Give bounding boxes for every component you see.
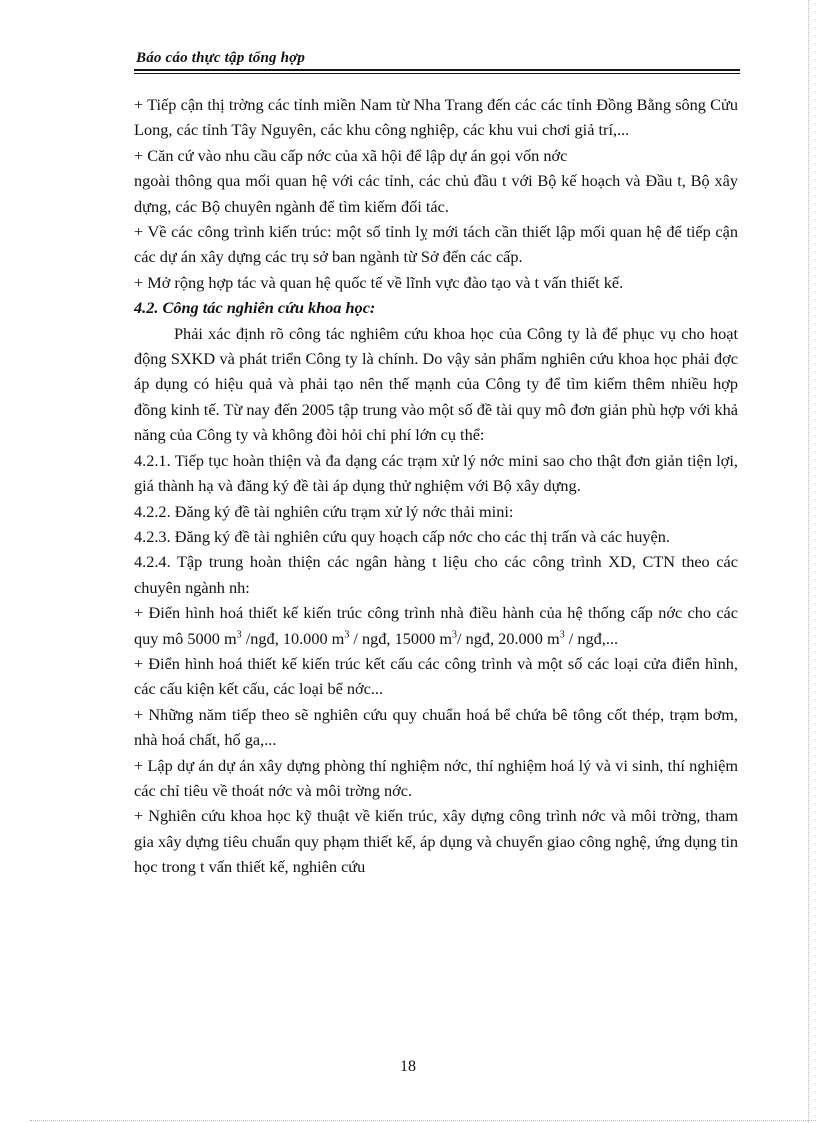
- numbered-item: 4.2.2. Đăng ký đề tài nghiên cứu trạm xử lý nớc thải mini:: [134, 501, 514, 521]
- bullet-item: + Điển hình hoá thiết kế kiến trúc kết cấu các công trình và một số các loại cửa điển hình, các cấu kiện kết cấu, các loại bể nớc...: [134, 653, 738, 699]
- header-rule-thick: [134, 69, 740, 71]
- superscript: 3: [344, 629, 350, 641]
- paragraph: ngoài thông qua mối quan hệ với các tỉnh, các chủ đầu t với Bộ kế hoạch và Đầu t, Bộ xây dựng, các Bộ chuyên ngành để tìm kiếm đối tác.: [134, 171, 738, 216]
- superscript: 3: [236, 629, 242, 641]
- bullet-item: [134, 600, 738, 651]
- numbered-item: 4.2.1. Tiếp tục hoàn thiện và đa dạng các trạm xử lý nớc mini sao cho thật đơn giản tiện lợi, giá thành hạ và đăng ký đề tài áp dụng thử nghiệm với Bộ xây dựng.: [134, 450, 738, 496]
- paragraph: + Mở rộng hợp tác và quan hệ quốc tế về lĩnh vực đào tạo và t vấn thiết kế.: [134, 272, 624, 292]
- text-run: /ngđ, 10.000 m: [241, 628, 345, 648]
- paragraph: Phải xác định rõ công tác nghiêm cứu khoa học của Công ty là để phục vụ cho hoạt động SXKD và phát triển Công ty là chính. Do vậy sản phẩm nghiên cứu khoa học phải đợc áp dụng có hiệu quả và phải tạo nên thế mạnh của Công ty để tìm kiếm thêm nhiều hợp đồng kinh tế. Từ nay đến 2005 tập trung vào một số đề tài quy mô đơn giản phù hợp với khả năng của Công ty và không đòi hỏi chi phí lớn cụ thể:: [134, 323, 738, 445]
- text-run: / ngđ,...: [564, 628, 619, 648]
- page-edge-dots: [808, 0, 809, 1123]
- numbered-item: 4.2.4. Tập trung hoàn thiện các ngân hàng t liệu cho các công trình XD, CTN theo các chuyên ngành nh:: [134, 552, 738, 597]
- bullet-item: + Nghiên cứu khoa học kỹ thuật về kiến trúc, xây dựng công trình nớc và môi trờng, tham gia xây dựng tiêu chuẩn quy phạm thiết kế, áp dụng và chuyển giao công nghệ, ứng dụng tin học trong t vấn thiết kế, nghiên cứu: [134, 806, 738, 877]
- running-header: Báo cáo thực tập tổng hợp: [136, 50, 306, 66]
- text-run: / ngđ, 20.000 m: [457, 628, 560, 648]
- superscript: 3: [452, 629, 458, 641]
- section-heading: 4.2. Công tác nghiên cứu khoa học:: [134, 298, 376, 318]
- bullet-item: + Lập dự án dự án xây dựng phòng thí nghiệm nớc, thí nghiệm hoá lý và vi sinh, thí nghiệm các chỉ tiêu về thoát nớc và môi trờng nớc.: [134, 755, 738, 800]
- paragraph: + Tiếp cận thị trờng các tỉnh miền Nam từ Nha Trang đến các các tỉnh Đồng Bằng sông Cửu Long, các tỉnh Tây Nguyên, các khu công nghiệp, các khu vui chơi giả trí,...: [134, 95, 738, 140]
- page-bottom-dots: [30, 1120, 816, 1121]
- superscript: 3: [559, 629, 565, 641]
- paragraph: + Căn cứ vào nhu cầu cấp nớc của xã hội để lập dự án gọi vốn nớc: [134, 145, 568, 165]
- header-rule-thin: [134, 73, 740, 74]
- page-number: 18: [400, 1058, 416, 1075]
- text-run: + Điển hình hoá thiết kế kiến trúc công trình nhà điều hành của hệ thống cấp nớc cho các quy mô 5000 m: [134, 603, 738, 648]
- text-run: / ngđ, 15000 m: [349, 628, 453, 648]
- numbered-item: 4.2.3. Đăng ký đề tài nghiên cứu quy hoạch cấp nớc cho các thị trấn và các huyện.: [134, 526, 670, 546]
- bullet-item: + Những năm tiếp theo sẽ nghiên cứu quy chuẩn hoá bể chứa bê tông cốt thép, trạm bơm, nhà hoá chất, hố ga,...: [134, 704, 738, 750]
- page-body: [134, 92, 738, 880]
- paragraph: + Về các công trình kiến trúc: một số tỉnh lỵ mới tách cần thiết lập mối quan hệ để tiếp cận các dự án xây dựng các trụ sở ban ngành từ Sở đến các cấp.: [134, 222, 738, 267]
